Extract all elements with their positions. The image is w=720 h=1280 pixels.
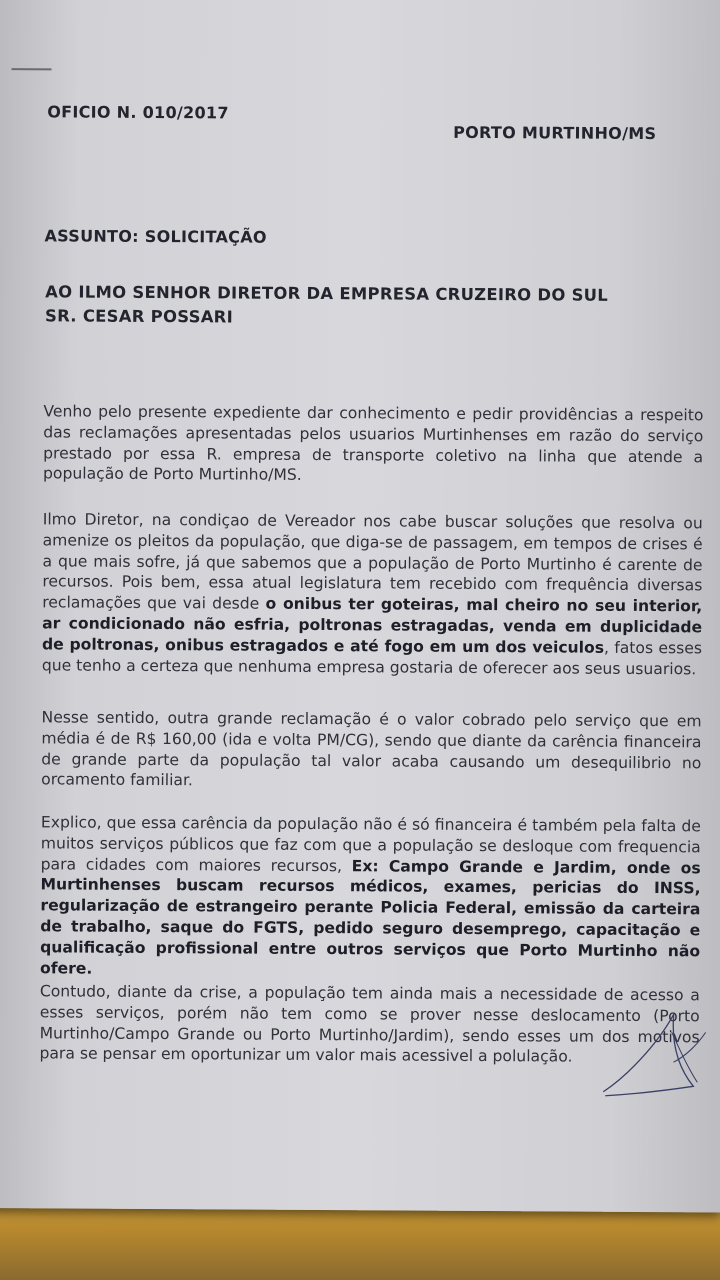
addressee-title: AO ILMO SENHOR DIRETOR DA EMPRESA CRUZEIRO DO SUL [45,282,609,305]
paragraph-price: Nesse sentido, outra grande reclamação é o valor cobrado pelo serviço que em média é de R$ 160,00 (ida e volta PM/CG), sendo que diante da carência financeira de grande parte da população tal valor acaba causando um desequilibrio no orcamento familiar. [41,708,702,790]
city-header: PORTO MURTINHO/MS [453,122,657,144]
oficio-number: OFICIO N. 010/2017 [47,102,229,123]
paragraph-complaints-text-b: , fatos esses que tenho a certeza que nenhuma empresa gostaria de oferecer aos seus usuarios. [41,638,703,678]
paragraph-conclusion: Contudo, diante da crise, a população tem ainda mais a necessidade de acesso a esses serviços, porém não tem como se prover nesse deslocamento (Porto Murtinho/Campo Grande ou Porto Murtinho/Jardim), sendo esses um dos motivos para se pensar em oportunizar um valor mais acessivel a polulação. [39,982,700,1066]
subject-line: ASSUNTO: SOLICITAÇÃO [44,226,267,247]
top-left-mark [12,68,52,70]
paragraph-complaints-bold: o onibus ter goteiras, mal cheiro no seu interior, ar condicionado não esfria, poltronas estragadas, venda em duplicidade de poltronas, onibus estragados e até fogo em um dos veiculos [41,594,703,657]
paragraph-complaints-text-a: Ilmo Diretor, na condiçao de Vereador nos cabe buscar soluções que resolva ou amenize os pleitos da população, que diga-se de passagem, em tempos de crises é a que mais sofre, já que sabemos que a população de Porto Murtinho é carente de recursos. Pois bem, essa atual legislatura tem recebido com frequência diversas reclamações que vai desde [42,510,703,613]
paragraph-services-text: Explico, que essa carência da população não é só financeira é também pela falta de muitos serviços públicos que faz com que a população se desloque com frequencia para cidades com maiores recursos, [40,813,701,875]
paragraph-intro: Venho pelo presente expediente dar conhecimento e pedir providências a respeito das reclamações apresentadas pelos usuarios Murtinhenses em razão do serviço prestado por essa R. empresa de transporte coletivo na linha que atende a população de Porto Murtinho/MS. [42,402,704,485]
initials-signature [597,1004,708,1115]
paragraph-services [40,812,701,982]
paragraph-services-bold: Ex: Campo Grande e Jardim, onde os Murtinhenses buscam recursos médicos, exames, pericias do INSS, regularização de estrangeiro perante Policia Federal, emissão da carteira de trabalho, saque do FGTS, pedido seguro desemprego, capacitação e qualificação profissional entre outros serviços que Porto Murtinho não ofere. [39,856,701,978]
addressee-name: SR. CESAR POSSARI [44,306,234,327]
paragraph-complaints [42,509,703,679]
